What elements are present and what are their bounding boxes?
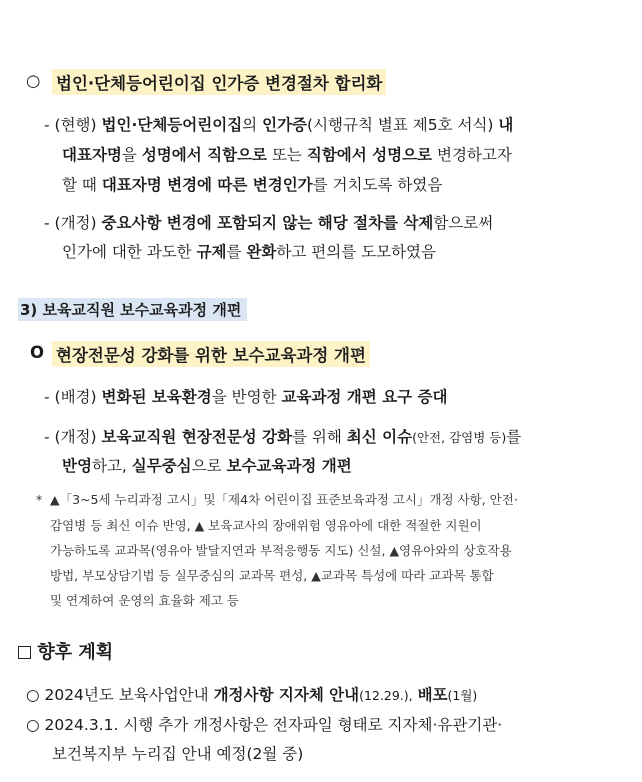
section2-bullet: O [30,343,45,362]
text: 를 위해 [292,428,342,446]
section2-heading: 3) 보육교직원 보수교육과정 개편 [18,298,247,321]
text: 을 [121,146,137,164]
term-license: 인가증 [262,116,308,134]
plan-item1 [26,683,477,705]
revised-item-line1 [44,211,493,233]
text: 를 [506,428,522,446]
section1-bullet: ○ [26,71,41,90]
label-background: (배경) [54,388,97,406]
dash: - [44,428,50,446]
text: 의 [242,116,258,134]
text: 내 [498,116,514,134]
revised-item-line2 [62,240,436,262]
note-line4: 방법, 부모상담기법 등 실무중심의 교과목 편성, ▲교과목 특성에 따라 교과목 통합 [50,568,494,583]
background-item [44,385,447,407]
text: 을 반영한 [211,388,277,406]
term-procedure-removed: 중요사항 변경에 포함되지 않는 해당 절차를 삭제 [101,214,434,232]
revision-item-line1 [44,425,521,447]
term-change-approval: 대표자명 변경에 따른 변경인가 [101,176,313,194]
note-line5: 및 연계하여 운영의 효율화 제고 등 [50,593,239,608]
term-changed-environment: 변화된 보육환경 [101,388,212,406]
term-practice-centered: 실무중심 [131,457,192,475]
dash: - [44,116,50,134]
note-line2: 감염병 등 최신 이슈 반영, ▲ 보육교사의 장애위험 영유아에 대한 적절한 지원이 [50,518,482,533]
dash: - [44,214,50,232]
bullet: ○ [26,686,40,704]
note-line3: 가능하도록 교과목(영유아 발달지연과 부적응행동 지도) 신설, ▲영유아와의 상호작용 [50,543,512,558]
text: 인가에 대한 과도한 [62,243,192,261]
text-examples: (안전, 감염병 등) [412,430,507,445]
text: 하고 편의를 도모하였음 [276,243,436,261]
text-month: (1월) [447,688,478,703]
term-course-reform: 보수교육과정 개편 [226,457,352,475]
current-item-line3 [62,173,442,195]
term-regulation: 규제 [196,243,227,261]
term-title-to-name: 직함에서 성명으로 [306,146,433,164]
text: 를 [226,243,242,261]
term-demand-increase: 교육과정 개편 요구 증대 [281,388,448,406]
revision-item-line2 [62,454,352,476]
plan-item2-line1 [26,713,502,735]
term-representative-name: 대표자명 [62,146,122,164]
dash: - [44,388,50,406]
text: 할 때 [62,176,97,194]
text: 으로 [191,457,222,475]
text: 2024.3.1. 시행 추가 개정사항은 전자파일 형태로 지자체·유관기관· [44,716,503,734]
square-bullet-icon [18,646,31,659]
label-revised: (개정) [54,214,97,232]
text: 2024년도 보육사업안내 [44,686,209,704]
section3-heading [18,638,113,664]
text-regulation-ref: (시행규칙 별표 제5호 서식) [307,116,494,134]
text: 함으로써 [433,214,494,232]
text-date: (12.29.), [359,688,413,703]
label-revised: (개정) [54,428,97,446]
term-notice-to-local-gov: 개정사항 지자체 안내 [213,686,360,704]
term-latest-issues: 최신 이슈 [346,428,413,446]
section1-title: 법인·단체등어린이집 인가증 변경절차 합리화 [52,69,386,95]
text: 를 거치도록 하였음 [312,176,443,194]
note-star: * [36,492,43,507]
bullet: ○ [26,716,40,734]
note-line1: ▲「3~5세 누리과정 고시」및「제4차 어린이집 표준보육과정 고시」개정 사항, 안전· [50,492,518,507]
text: 또는 [271,146,302,164]
term-reflect: 반영 [62,457,92,475]
term-daycare-type: 법인·단체등어린이집 [101,116,243,134]
term-relaxation: 완화 [246,243,277,261]
term-expertise: 보육교직원 현장전문성 강화 [101,428,292,446]
plan-item2-line2: 보건복지부 누리집 안내 예정(2월 중) [52,745,304,763]
section3-title: 향후 계획 [37,642,114,663]
current-item-line1 [44,113,513,135]
text: 변경하고자 [436,146,512,164]
section2-title: 현장전문성 강화를 위한 보수교육과정 개편 [52,341,370,367]
term-distribution: 배포 [417,686,448,704]
current-item-line2 [62,143,512,165]
label-current: (현행) [54,116,97,134]
text: 하고, [91,457,127,475]
term-name-to-title: 성명에서 직함으로 [141,146,268,164]
